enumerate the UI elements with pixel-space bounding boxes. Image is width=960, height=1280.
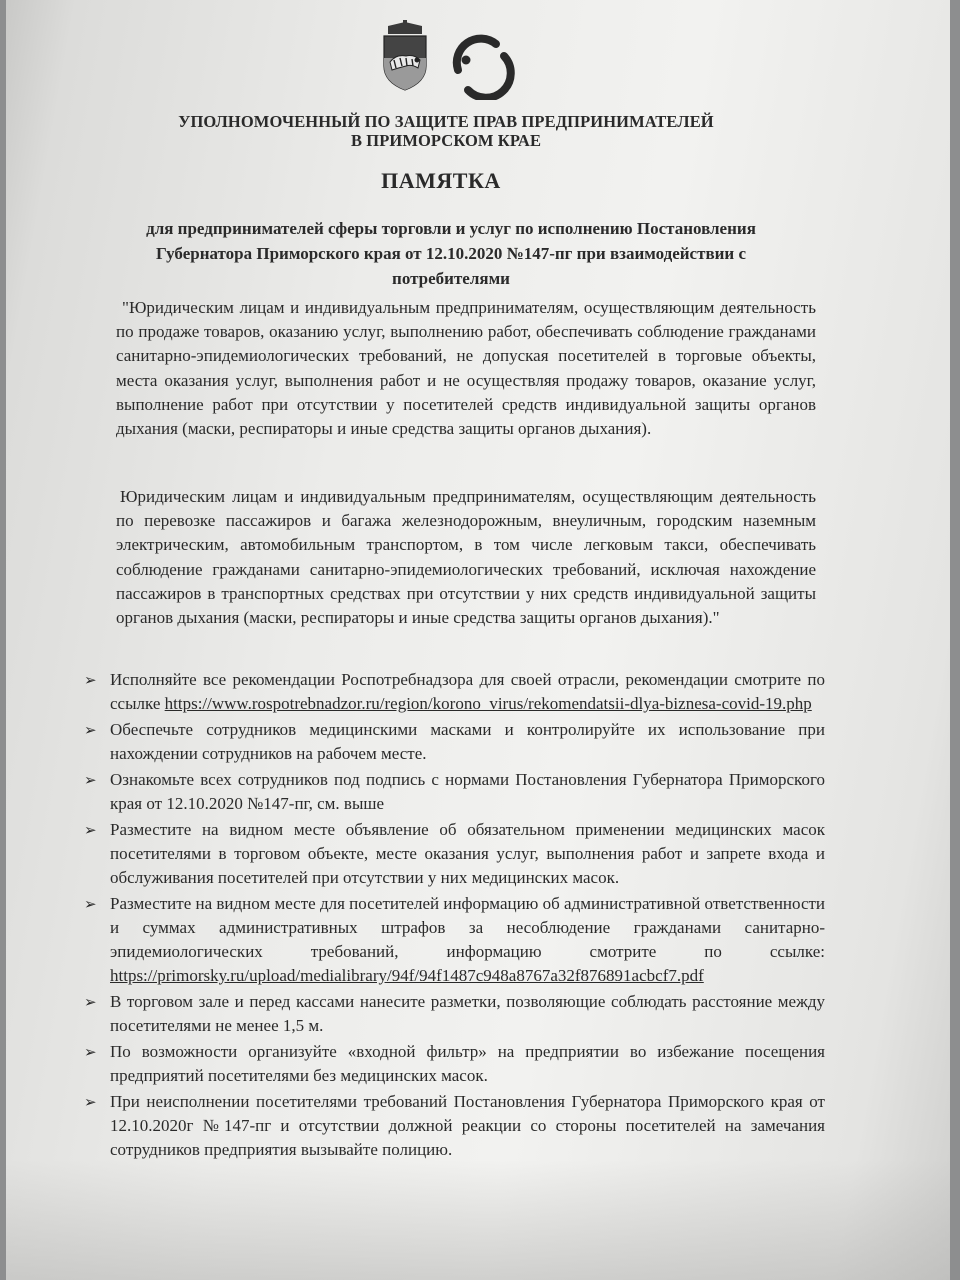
list-item — [80, 1040, 825, 1088]
list-item-text: По возможности организуйте «входной фильтр» на предприятии во избежание посещения предприятий посетителями без медицинских масок. — [110, 1042, 825, 1085]
rospotrebnadzor-link[interactable]: https://www.rospotrebnadzor.ru/region/korono_virus/rekomendatsii-dlya-biznesa-covid-19.php — [164, 694, 812, 713]
arrow-bullet-icon: ➢ — [84, 671, 97, 689]
arrow-bullet-icon: ➢ — [84, 895, 97, 913]
arrow-bullet-icon: ➢ — [84, 1093, 97, 1111]
arrow-bullet-icon: ➢ — [84, 771, 97, 789]
list-item-text: В торговом зале и перед кассами нанесите разметки, позволяющие соблюдать расстояние между посетителями не менее 1,5 м. — [110, 992, 825, 1035]
arrow-bullet-icon: ➢ — [84, 721, 97, 739]
circle-logo-icon — [446, 30, 516, 100]
list-item — [80, 1090, 825, 1162]
organization-name-line-2: В ПРИМОРСКОМ КРАЕ — [350, 131, 542, 150]
list-item — [80, 768, 825, 816]
document-subtitle: для предпринимателей сферы торговли и услуг по исполнению Постановления Губернатора Приморского края от 12.10.2020 №147-пг при взаимодействии с потребителями — [146, 219, 756, 288]
document-page — [6, 0, 950, 1280]
list-item-text: Разместите на видном месте для посетителей информацию об административной ответственности и суммах административных штрафов за несоблюдение гражданами санитарно-эпидемиологических требований, информацию смотрите по ссылке: — [110, 894, 826, 961]
list-item-text: Обеспечьте сотрудников медицинскими масками и контролируйте их использование при нахождении сотрудников на рабочем месте. — [110, 720, 825, 763]
primorsky-fines-link[interactable]: https://primorsky.ru/upload/medialibrary/94f/94f1487c948a8767a32f876891acbcf7.pdf — [110, 966, 704, 985]
quote-paragraph-2: Юридическим лицам и индивидуальным предпринимателям, осуществляющим деятельность по перевозке пассажиров и багажа железнодорожным, внеуличным, городским наземным электрическим, автомобильным транспортом, в том числе легковым такси, обеспечивать соблюдение гражданами санитарно-эпидемиологических требований, исключая нахождение пассажиров в транспортных средствах при отсутствии у них средств индивидуальной защиты органов дыхания (маски, респираторы и иные средства защиты органов дыхания)." — [116, 487, 816, 628]
list-item — [80, 718, 825, 766]
arrow-bullet-icon: ➢ — [84, 821, 97, 839]
arrow-bullet-icon: ➢ — [84, 1043, 97, 1061]
list-item-text: Исполняйте все рекомендации Роспотребнадзора для своей отрасли, рекомендации смотрите по ссылке — [110, 670, 825, 713]
list-item — [80, 818, 825, 890]
arrow-bullet-icon: ➢ — [84, 993, 97, 1011]
list-item — [80, 668, 825, 716]
list-item-text: Ознакомьте всех сотрудников под подпись с нормами Постановления Губернатора Приморского края от 12.10.2020 №147-пг, см. выше — [110, 770, 825, 813]
header-logos — [366, 20, 526, 94]
list-item-text: Разместите на видном месте объявление об обязательном применении медицинских масок посетителями в торговом объекте, месте оказания услуг, выполнения работ и запрете входа и обслуживания посетителей при отсутствии у них медицинских масок. — [110, 820, 825, 887]
list-item — [80, 990, 825, 1038]
list-item — [80, 892, 825, 988]
document-title: ПАМЯТКА — [381, 168, 501, 193]
list-item-text: При неисполнении посетителями требований Постановления Губернатора Приморского края от 12.10.2020г №147-пг и отсутствии должной реакции со стороны посетителей на замечания сотрудников предприятия вызывайте полицию. — [110, 1092, 825, 1159]
quote-paragraph-1: "Юридическим лицам и индивидуальным предпринимателям, осуществляющим деятельность по продаже товаров, оказанию услуг, выполнению работ, обеспечивать соблюдение гражданами санитарно-эпидемиологических требований, не допуская посетителей в торговые объекты, места оказания услуг, выполнения работ и не осуществляя продажу товаров, оказание услуг, выполнение работ при отсутствии у посетителей средств индивидуальной защиты органов дыхания (маски, респираторы и иные средства защиты органов дыхания). — [116, 298, 816, 439]
organization-name-line-1: УПОЛНОМОЧЕННЫЙ ПО ЗАЩИТЕ ПРАВ ПРЕДПРИНИМАТЕЛЕЙ — [178, 112, 714, 131]
recommendations-list — [80, 668, 825, 1164]
primorsky-crest-icon — [376, 20, 434, 92]
organization-name — [6, 112, 886, 150]
